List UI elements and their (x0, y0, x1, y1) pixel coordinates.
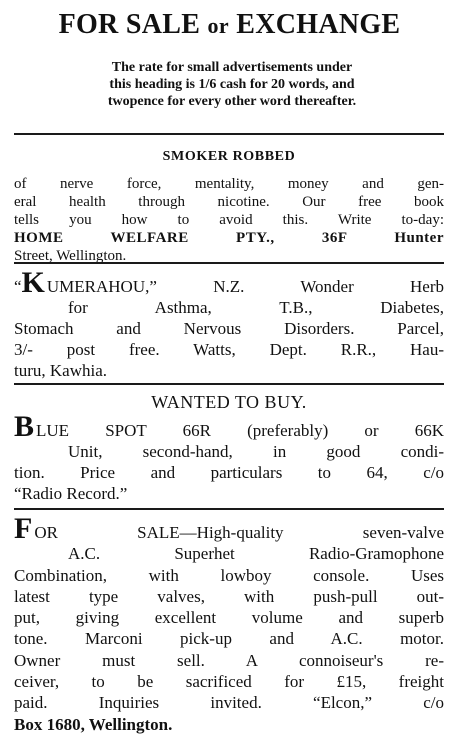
dropcap-letter: K (21, 266, 45, 299)
ad-wanted-to-buy (14, 392, 444, 504)
ad-line: paid. Inquiries invited. “Elcon,” c/o (14, 693, 444, 713)
ad-line-rest: OR SALE—High-quality seven-valve (34, 523, 444, 542)
ad-line-rest: LUE SPOT 66R (preferably) or 66K (36, 421, 444, 440)
title-part2: EXCHANGE (236, 9, 401, 40)
ad-line: ceiver, to be sacrificed for £15, freight (14, 672, 444, 692)
ad-line: Unit, second-hand, in good condi- (68, 442, 444, 461)
ad-line: for Asthma, T.B., Diabetes, (68, 298, 444, 317)
ad-line: Owner must sell. A connoiseur's re- (14, 650, 444, 670)
ad-line-first (14, 512, 444, 545)
ad-line: Combination, with lowboy console. Uses (14, 565, 444, 585)
ad-line-first (14, 266, 444, 299)
ad-line-first (14, 410, 444, 443)
ad-line: A.C. Superhet Radio-Gramophone (68, 544, 444, 564)
divider (14, 262, 444, 264)
rate-notice-line: twopence for every other word thereafter. (107, 94, 357, 109)
ad-radio-gramophone (14, 512, 444, 735)
ad-smoker-robbed (14, 148, 444, 265)
ad-line: Box 1680, Wellington. (14, 714, 173, 734)
rate-notice-line: this heading is 1/6 cash for 20 words, and (109, 77, 355, 92)
ad-line: put, giving excellent volume and superb (14, 608, 444, 628)
ad-line: HOME WELFARE PTY., 36F Hunter (14, 230, 444, 246)
ad-line: 3/- post free. Watts, Dept. R.R., Hau- (14, 340, 444, 359)
ad-line-rest: UMERAHOU,” N.Z. Wonder Herb (46, 277, 444, 296)
ad-line: Street, Wellington. (14, 248, 127, 264)
title-or: or (207, 13, 229, 38)
divider (14, 133, 444, 135)
ad-line: Stomach and Nervous Disorders. Parcel, (14, 319, 444, 338)
divider (14, 383, 444, 385)
rate-notice-line: The rate for small advertisements under (111, 60, 353, 75)
ad-line: tells you how to avoid this. Write to-day: (14, 212, 444, 228)
ad-kumerahou (14, 266, 444, 381)
ad-line: tion. Price and particulars to 64, c/o (14, 463, 444, 482)
rate-notice (16, 59, 448, 110)
ad-line: latest type valves, with push-pull out- (14, 586, 444, 606)
page-title (0, 8, 459, 43)
ad-line: eral health through nicotine. Our free book (14, 194, 444, 210)
divider (14, 508, 444, 510)
ad-line: of nerve force, mentality, money and gen- (14, 176, 444, 192)
ad-heading: WANTED TO BUY. (151, 392, 307, 412)
dropcap-letter: F (14, 512, 33, 545)
dropcap-letter: B (14, 410, 35, 443)
ad-line: “Radio Record.” (14, 484, 128, 503)
title-part1: FOR SALE (58, 9, 201, 40)
ad-heading: SMOKER ROBBED (162, 149, 296, 164)
open-quote: “ (14, 277, 22, 296)
ad-line: turu, Kawhia. (14, 361, 108, 380)
ad-line: tone. Marconi pick-up and A.C. motor. (14, 629, 444, 649)
